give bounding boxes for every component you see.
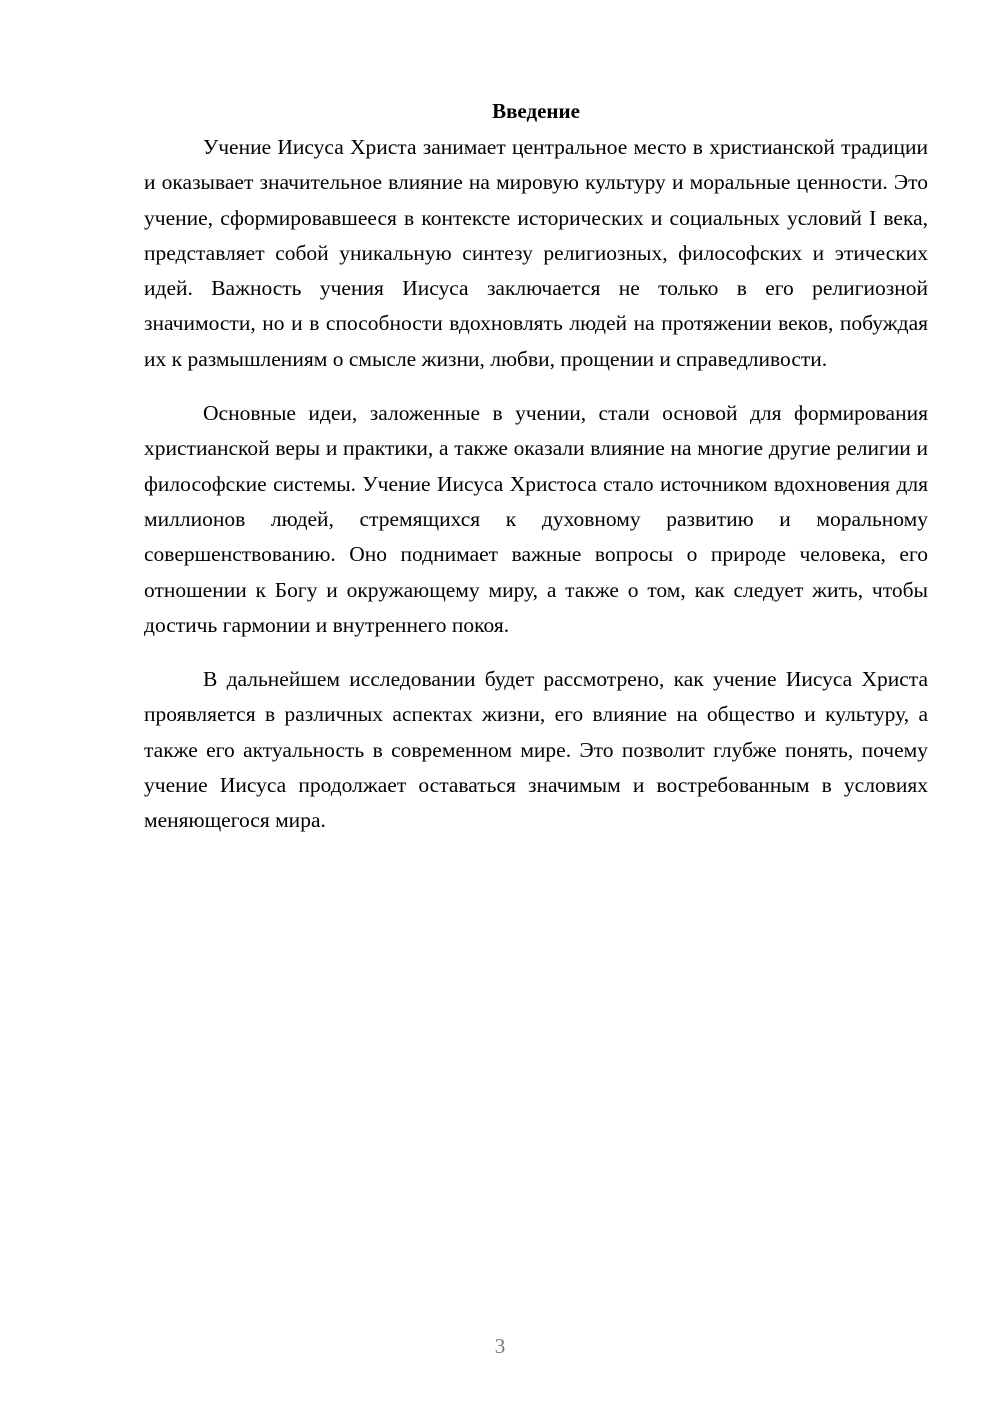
paragraph-3: В дальнейшем исследовании будет рассмотрено, как учение Иисуса Христа проявляется в различных аспектах жизни, его влияние на общество и культуру, а также его актуальность в современном мире. Это позволит глубже понять, почему учение Иисуса продолжает оставаться значимым и востребованным в условиях меняющегося мира. bbox=[144, 667, 928, 833]
paragraph-2: Основные идеи, заложенные в учении, стали основой для формирования христианской веры и практики, а также оказали влияние на многие другие религии и философские системы. Учение Иисуса Христоса стало источником вдохновения для миллионов людей, стремящихся к духовному развитию и моральному совершенствованию. Оно поднимает важные вопросы о природе человека, его отношении к Богу и окружающему миру, а также о том, как следует жить, чтобы достичь гармонии и внутреннего покоя. bbox=[144, 401, 928, 637]
page-number: 3 bbox=[494, 1334, 506, 1358]
paragraph-1: Учение Иисуса Христа занимает центральное место в христианской традиции и оказывает значительное влияние на мировую культуру и моральные ценности. Это учение, сформировавшееся в контексте исторических и социальных условий I века, представляет собой уникальную синтезу религиозных, философских и этических идей. Важность учения Иисуса заключается не только в его религиозной значимости, но и в способности вдохновлять людей на протяжении веков, побуждая их к размышлениям о смысле жизни, любви, прощении и справедливости. bbox=[144, 135, 928, 371]
page-content bbox=[144, 92, 928, 858]
section-title: Введение bbox=[492, 99, 580, 123]
